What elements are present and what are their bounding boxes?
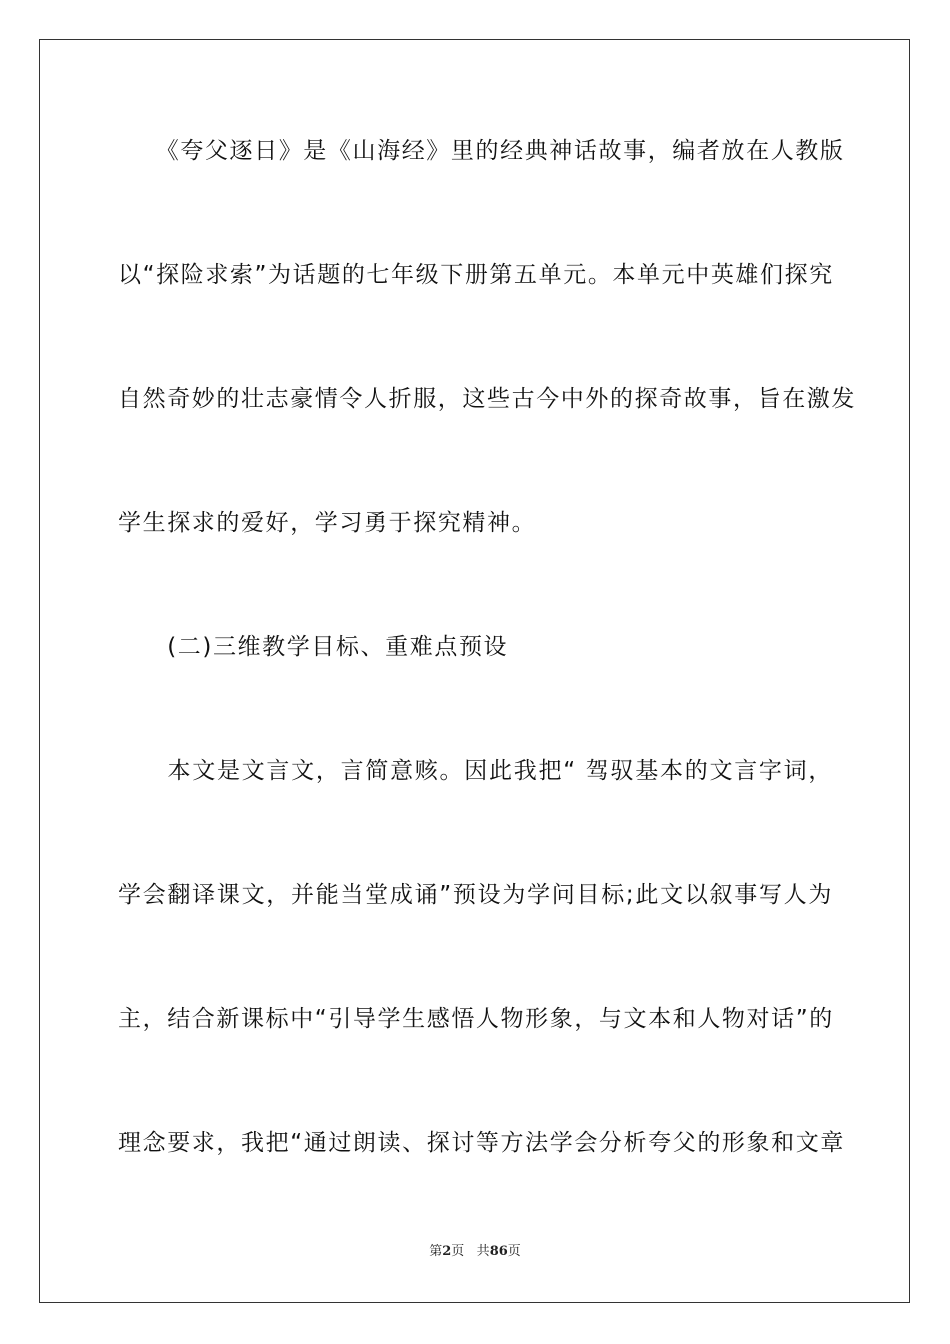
paragraph-line: 理念要求，我把“通过朗读、探讨等方法学会分析夸父的形象和文章 <box>118 1130 845 1156</box>
paragraph-line: 《夸父逐日》是《山海经》里的经典神话故事，编者放在人教版 <box>118 138 845 164</box>
footer-total-prefix: 共 <box>476 1244 490 1259</box>
paragraph-line: 学会翻译课文，并能当堂成诵”预设为学问目标;此文以叙事写人为 <box>118 882 833 908</box>
page-footer <box>0 1244 950 1260</box>
paragraph-line: 学生探求的爱好，学习勇于探究精神。 <box>118 510 537 536</box>
footer-page-prefix: 第 <box>429 1244 443 1259</box>
paragraph-line: 主，结合新课标中“引导学生感悟人物形象，与文本和人物对话”的 <box>118 1006 834 1032</box>
section-heading: (二)三维教学目标、重难点预设 <box>118 634 509 660</box>
paragraph-line: 以“探险求索”为话题的七年级下册第五单元。本单元中英雄们探究 <box>118 262 834 288</box>
footer-page-suffix: 页 <box>451 1244 465 1259</box>
footer-total-suffix: 页 <box>507 1244 521 1259</box>
footer-total-pages: 86 <box>489 1244 508 1259</box>
paragraph-line: 自然奇妙的壮志豪情令人折服，这些古今中外的探奇故事，旨在激发 <box>118 386 856 412</box>
footer-page-number: 2 <box>442 1244 452 1259</box>
page-border <box>39 39 910 1303</box>
paragraph-line: 本文是文言文，言简意赅。因此我把“ 驾驭基本的文言字词， <box>118 758 833 784</box>
